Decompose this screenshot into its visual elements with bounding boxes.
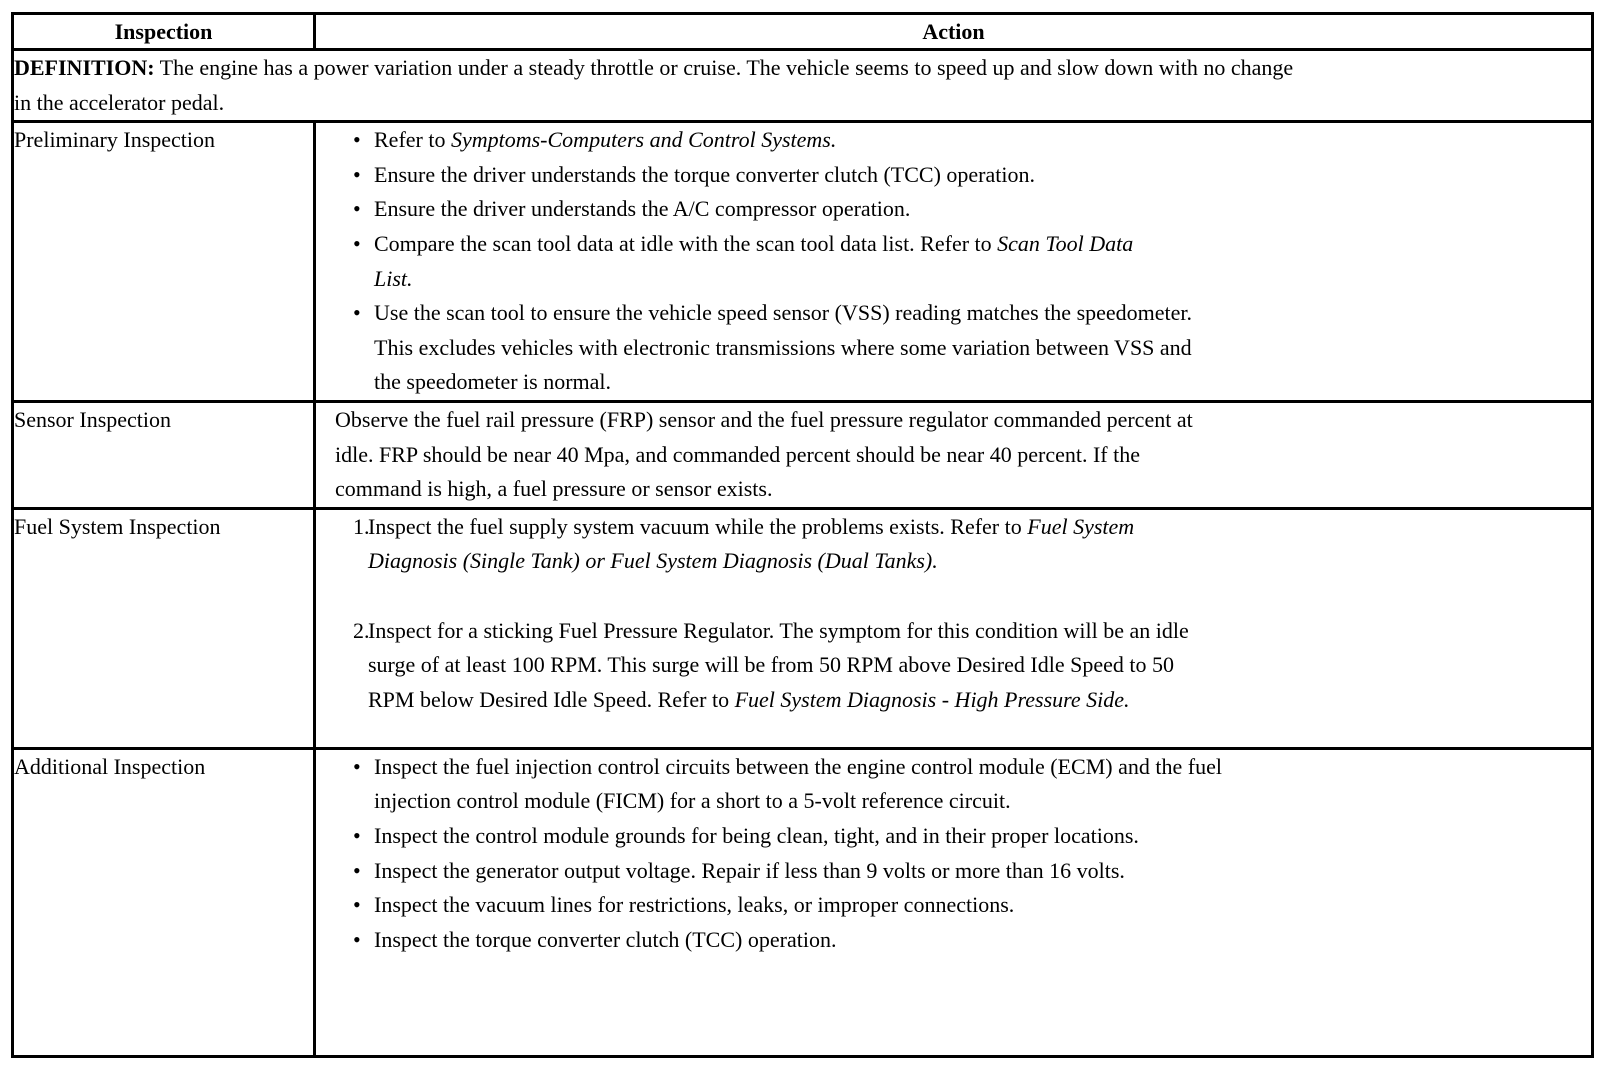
spacer xyxy=(316,579,1228,614)
item-text: Ensure the driver understands the torque converter clutch (TCC) operation. xyxy=(374,161,1035,187)
inspection-table xyxy=(11,12,1594,1058)
definition-row xyxy=(13,50,1593,122)
bullet-icon: • xyxy=(353,892,361,918)
step-text: Inspect for a sticking Fuel Pressure Regulator. The symptom for this condition will be an idle surge of at least 100 RPM. This surge will be from 50 RPM above Desired Idle Speed to 50 RPM below Desired Idle Speed. Refer to xyxy=(368,617,1189,712)
header-inspection: Inspection xyxy=(13,14,315,50)
bullet-icon: • xyxy=(353,857,361,883)
bullet-icon: • xyxy=(353,127,361,153)
bullet-icon: • xyxy=(353,161,361,187)
step-reference: Fuel System Diagnosis (Single Tank) or Fuel System Diagnosis (Dual Tanks). xyxy=(368,513,1135,574)
bullet-icon: • xyxy=(353,196,361,222)
table-row xyxy=(13,508,1593,748)
step-text: Inspect the fuel supply system vacuum while the problems exists. Refer to xyxy=(368,513,1028,539)
step-number: 1. xyxy=(353,513,370,539)
list-item xyxy=(316,923,1254,958)
row-label-fuel-system: Fuel System Inspection xyxy=(13,508,315,748)
item-text: Refer to xyxy=(374,127,451,153)
table-header-row xyxy=(13,14,1593,50)
definition-cell xyxy=(13,50,1593,122)
definition-text: The engine has a power variation under a steady throttle or cruise. The vehicle seems to speed up and slow down with no change in the accelerator pedal. xyxy=(14,55,1294,115)
list-item xyxy=(316,227,1174,296)
definition-label: DEFINITION: xyxy=(14,55,155,80)
item-text: Ensure the driver understands the A/C compressor operation. xyxy=(374,196,911,222)
item-reference: Scan Tool Data List. xyxy=(374,230,1134,291)
item-text: Inspect the torque converter clutch (TCC) operation. xyxy=(374,926,837,952)
row-action-fuel-system xyxy=(315,508,1593,748)
bullet-icon: • xyxy=(353,926,361,952)
table-row xyxy=(13,122,1593,402)
list-item xyxy=(316,510,1198,579)
bullet-icon: • xyxy=(353,822,361,848)
list-item xyxy=(316,614,1208,718)
table-row xyxy=(13,748,1593,1056)
row-action-sensor xyxy=(315,401,1593,508)
table-row xyxy=(13,401,1593,508)
step-reference: Fuel System Diagnosis - High Pressure Side. xyxy=(734,686,1130,712)
row-label-sensor: Sensor Inspection xyxy=(13,401,315,508)
list-item xyxy=(316,888,1254,923)
row-label-preliminary: Preliminary Inspection xyxy=(13,122,315,402)
row-action-preliminary xyxy=(315,122,1593,402)
header-action: Action xyxy=(315,14,1593,50)
item-reference: Symptoms-Computers and Control Systems. xyxy=(450,127,837,153)
list-item xyxy=(316,854,1184,889)
item-text: Compare the scan tool data at idle with the scan tool data list. Refer to xyxy=(374,230,998,256)
list-item xyxy=(316,819,1184,854)
bullet-icon: • xyxy=(353,300,361,326)
item-text: Use the scan tool to ensure the vehicle speed sensor (VSS) reading matches the speedometer. This excludes vehicles with electronic transmissions where some variation between VSS and the speedometer is normal. xyxy=(374,300,1193,395)
bullet-icon: • xyxy=(353,753,361,779)
row-label-additional: Additional Inspection xyxy=(13,748,315,1056)
item-text: Inspect the generator output voltage. Repair if less than 9 volts or more than 16 volts. xyxy=(374,857,1125,883)
list-item xyxy=(316,123,1254,158)
item-text: Inspect the control module grounds for being clean, tight, and in their proper locations. xyxy=(374,822,1139,848)
row-action-additional xyxy=(315,748,1593,1056)
item-text: Inspect the vacuum lines for restrictions, leaks, or improper connections. xyxy=(374,892,1015,918)
sensor-text: Observe the fuel rail pressure (FRP) sensor and the fuel pressure regulator commanded percent at idle. FRP should be near 40 Mpa, and commanded percent should be near 40 percent. If the command is high, a fuel pressure or sensor exists. xyxy=(335,406,1193,502)
bullet-icon: • xyxy=(353,230,361,256)
step-number: 2. xyxy=(353,617,370,643)
list-item xyxy=(316,192,1254,227)
item-text: Inspect the fuel injection control circuits between the engine control module (ECM) and the fuel injection control module (FICM) for a short to a 5-volt reference circuit. xyxy=(374,753,1222,814)
list-item xyxy=(316,750,1244,819)
list-item xyxy=(316,158,1254,193)
list-item xyxy=(316,296,1214,400)
